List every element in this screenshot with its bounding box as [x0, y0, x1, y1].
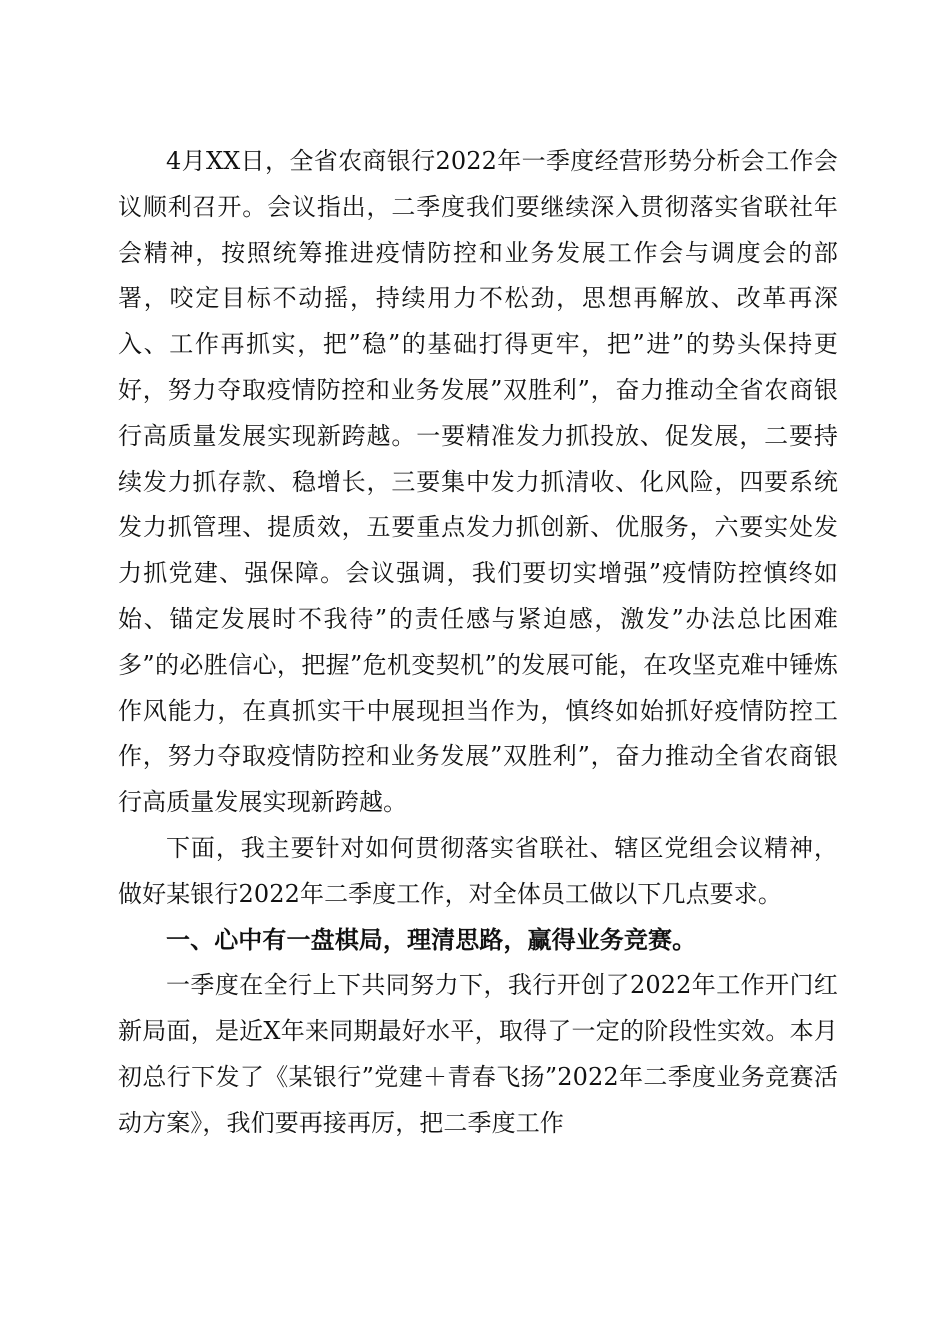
- section-heading-1: 一、心中有一盘棋局，理清思路，赢得业务竞赛。: [166, 925, 697, 954]
- document-body: [118, 139, 838, 1147]
- paragraph-requirements-intro: 下面，我主要针对如何贯彻落实省联社、辖区党组会议精神，做好某银行2022年二季度工作，对全体员工做以下几点要求。: [118, 833, 838, 908]
- paragraph-first-quarter: 一季度在全行上下共同努力下，我行开创了2022年工作开门红新局面，是近X年来同期最好水平，取得了一定的阶段性实效。本月初总行下发了《某银行”党建＋青春飞扬”2022年二季度业务竞赛活动方案》，我们要再接再厉，把二季度工作: [118, 971, 838, 1137]
- paragraph-meeting-summary: 4月XX日，全省农商银行2022年一季度经营形势分析会工作会议顺利召开。会议指出，二季度我们要继续深入贯彻落实省联社年会精神，按照统筹推进疫情防控和业务发展工作会与调度会的部署，咬定目标不动摇，持续用力不松劲，思想再解放、改革再深入、工作再抓实，把”稳”的基础打得更牢，把”进”的势头保持更好，努力夺取疫情防控和业务发展”双胜利”，奋力推动全省农商银行高质量发展实现新跨越。一要精准发力抓投放、促发展，二要持续发力抓存款、稳增长，三要集中发力抓清收、化风险，四要系统发力抓管理、提质效，五要重点发力抓创新、优服务，六要实处发力抓党建、强保障。会议强调，我们要切实增强”疫情防控慎终如始、锚定发展时不我待”的责任感与紧迫感，激发”办法总比困难多”的必胜信心，把握”危机变契机”的发展可能，在攻坚克难中锤炼作风能力，在真抓实干中展现担当作为，慎终如始抓好疫情防控工作，努力夺取疫情防控和业务发展”双胜利”，奋力推动全省农商银行高质量发展实现新跨越。: [118, 147, 838, 817]
